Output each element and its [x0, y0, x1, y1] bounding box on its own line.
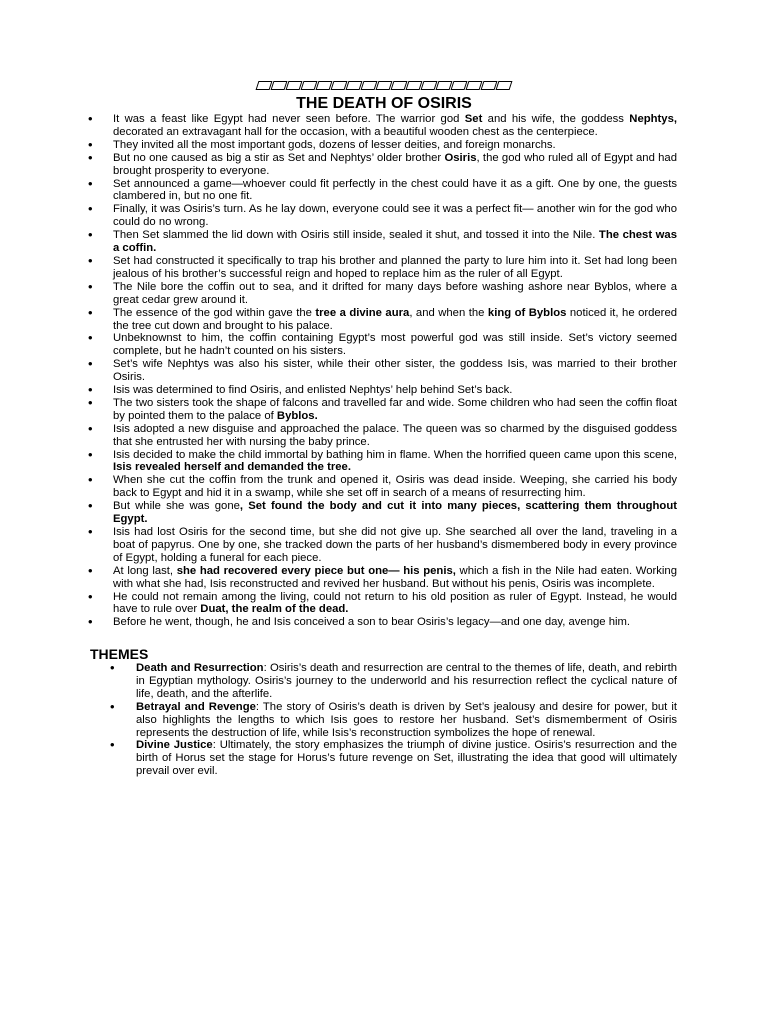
bold-text: Death and Resurrection — [136, 662, 264, 674]
story-bullet-item — [88, 565, 677, 591]
story-bullet-item — [88, 384, 677, 397]
story-bullet-item — [88, 139, 677, 152]
text: Isis decided to make the child immortal by bathing him in flame. When the horrified queen came upon this scene, — [113, 448, 677, 461]
missing-glyph-title — [0, 80, 768, 92]
text: Set announced a game—whoever could fit perfectly in the chest could have it as a gift. One by one, the guests clambered in, but no one fit. — [113, 177, 677, 203]
text: At long last, — [113, 564, 177, 577]
text: Unbeknownst to him, the coffin containing Egypt’s most powerful god was still inside. Set’s victory seemed complete, but he hadn’t counted on his sisters. — [113, 332, 677, 358]
text: Then Set slammed the lid down with Osiris still inside, sealed it shut, and tossed it into the Nile. — [113, 229, 599, 242]
theme-bullet-item — [110, 662, 677, 701]
text: But while she was gone — [113, 500, 240, 513]
theme-bullet-item — [110, 701, 677, 740]
text: Isis was determined to find Osiris, and enlisted Nephtys’ help behind Set’s back. — [113, 384, 513, 397]
text: When she cut the coffin from the trunk and opened it, Osiris was dead inside. Weeping, she carried his body back to Egypt and hid it in a swamp, while she set off in search of a means of resurrecting him. — [113, 474, 677, 500]
story-bullet-item — [88, 255, 677, 281]
text: They invited all the most important gods, dozens of lesser deities, and foreign monarchs. — [113, 138, 556, 151]
bold-text: Divine Justice — [136, 739, 213, 752]
bold-text: Osiris — [444, 151, 477, 164]
text: Set’s wife Nephtys was also his sister, while their other sister, the goddess Isis, was married to their brother Osiris. — [113, 358, 677, 384]
story-bullet-item — [88, 307, 677, 333]
text: Finally, it was Osiris’s turn. As he lay down, everyone could see it was a perfect fit— another win for the god who could do no wrong. — [113, 203, 677, 229]
bold-text: Duat, the realm of the dead. — [200, 603, 349, 616]
story-bullet-item — [88, 178, 677, 204]
theme-bullet-item — [110, 739, 677, 778]
text: : The story of Osiris’s death is driven by Set’s jealousy and desire for power, but it also highlights the lengths to which Isis goes to restore her husband. Set’s dismemberment of Osiris represents the destruction of life, while Isis’s reconstruction symbolizes the hope of renewal. — [136, 700, 678, 739]
story-bullet-item — [88, 281, 677, 307]
text: Set had constructed it specifically to trap his brother and planned the party to lure him into it. Set had long been jealous of his brother’s successful reign and hoped to replace him as the ruler of all Egypt. — [113, 254, 677, 280]
text: , and when the — [409, 306, 488, 319]
story-bullet-item — [88, 500, 677, 526]
text: He could not remain among the living, could not return to his old position as ruler of Egypt. Instead, he would have to rule over — [113, 590, 677, 616]
bold-text: , Set found the body and cut it into many pieces, scattering them throughout Egypt. — [113, 500, 677, 526]
story-bullet-item — [88, 152, 677, 178]
text: which a fish in the Nile had eaten. Working with what she had, Isis reconstructed and revived her husband. But without his penis, Osiris was incomplete. — [113, 564, 677, 590]
bold-text: The chest was a coffin. — [113, 229, 677, 255]
text: , the god who ruled all of Egypt and had brought prosperity to everyone. — [113, 151, 677, 177]
story-bullet-item — [88, 397, 677, 423]
bold-text: tree a divine aura — [315, 306, 410, 319]
story-bullet-item — [88, 423, 677, 449]
story-bullet-item — [88, 113, 677, 139]
text: decorated an extravagant hall for the occasion, with a beautiful wooden chest as the centerpiece. — [113, 125, 598, 138]
bold-text: Byblos. — [276, 409, 318, 422]
text: The Nile bore the coffin out to sea, and it drifted for many days before washing ashore near Byblos, where a great cedar grew around it. — [113, 280, 677, 306]
bold-text: Isis revealed herself and demanded the tree. — [113, 461, 351, 474]
story-bullet-item — [88, 332, 677, 358]
text: : Osiris’s death and resurrection are central to the themes of life, death, and rebirth in Egyptian mythology. Osiris’s journey to the underworld and his resurrection reflect the cyclical nature of life, death, and the afterlife. — [136, 662, 677, 700]
bold-text: Betrayal and Revenge — [136, 700, 256, 713]
bold-text: Set — [464, 113, 483, 125]
story-bullet-item — [88, 203, 677, 229]
story-bullet-item — [88, 474, 677, 500]
story-bullet-item — [88, 358, 677, 384]
text: Isis adopted a new disguise and approached the palace. The queen was so charmed by the disguised goddess that she entrusted her with nursing the baby prince. — [113, 422, 677, 448]
text: noticed it, he ordered the tree cut down and brought to his palace. — [113, 306, 678, 332]
text: The essence of the god within gave the — [113, 306, 316, 319]
story-bullet-item — [88, 591, 677, 617]
story-bullet-item — [88, 616, 677, 629]
story-bullet-item — [88, 449, 677, 475]
themes-heading: THEMES — [90, 646, 149, 662]
story-bullet-item — [88, 526, 677, 565]
text: Isis had lost Osiris for the second time, but she did not give up. She searched all over the land, traveling in a boat of papyrus. One by one, she tracked down the parts of her husband’s dismembered body in every province of Egypt, holding a funeral for each piece. — [113, 526, 677, 564]
text: and his wife, the goddess — [482, 113, 630, 125]
text: It was a feast like Egypt had never seen before. The warrior god — [113, 113, 465, 125]
bold-text: king of Byblos — [487, 306, 567, 319]
themes-bullet-list — [110, 662, 677, 778]
document-title: THE DEATH OF OSIRIS — [296, 95, 472, 112]
story-bullet-item — [88, 229, 677, 255]
story-bullet-list — [88, 113, 677, 629]
text: The two sisters took the shape of falcons and travelled far and wide. Some children who had seen the coffin float by pointed them to the palace of — [113, 396, 677, 422]
bold-text: Nephtys, — [629, 113, 678, 125]
text: But no one caused as big a stir as Set and Nephtys’ older brother — [113, 151, 445, 164]
text: : Ultimately, the story emphasizes the triumph of divine justice. Osiris’s resurrection and the birth of Horus set the stage for Horus’s future revenge on Set, illustrating the idea that good will ultimately prevail over evil. — [136, 739, 677, 778]
text: Before he went, though, he and Isis conceived a son to bear Osiris’s legacy—and one day, avenge him. — [113, 616, 631, 629]
bold-text: she had recovered every piece but one— his penis, — [176, 564, 456, 577]
